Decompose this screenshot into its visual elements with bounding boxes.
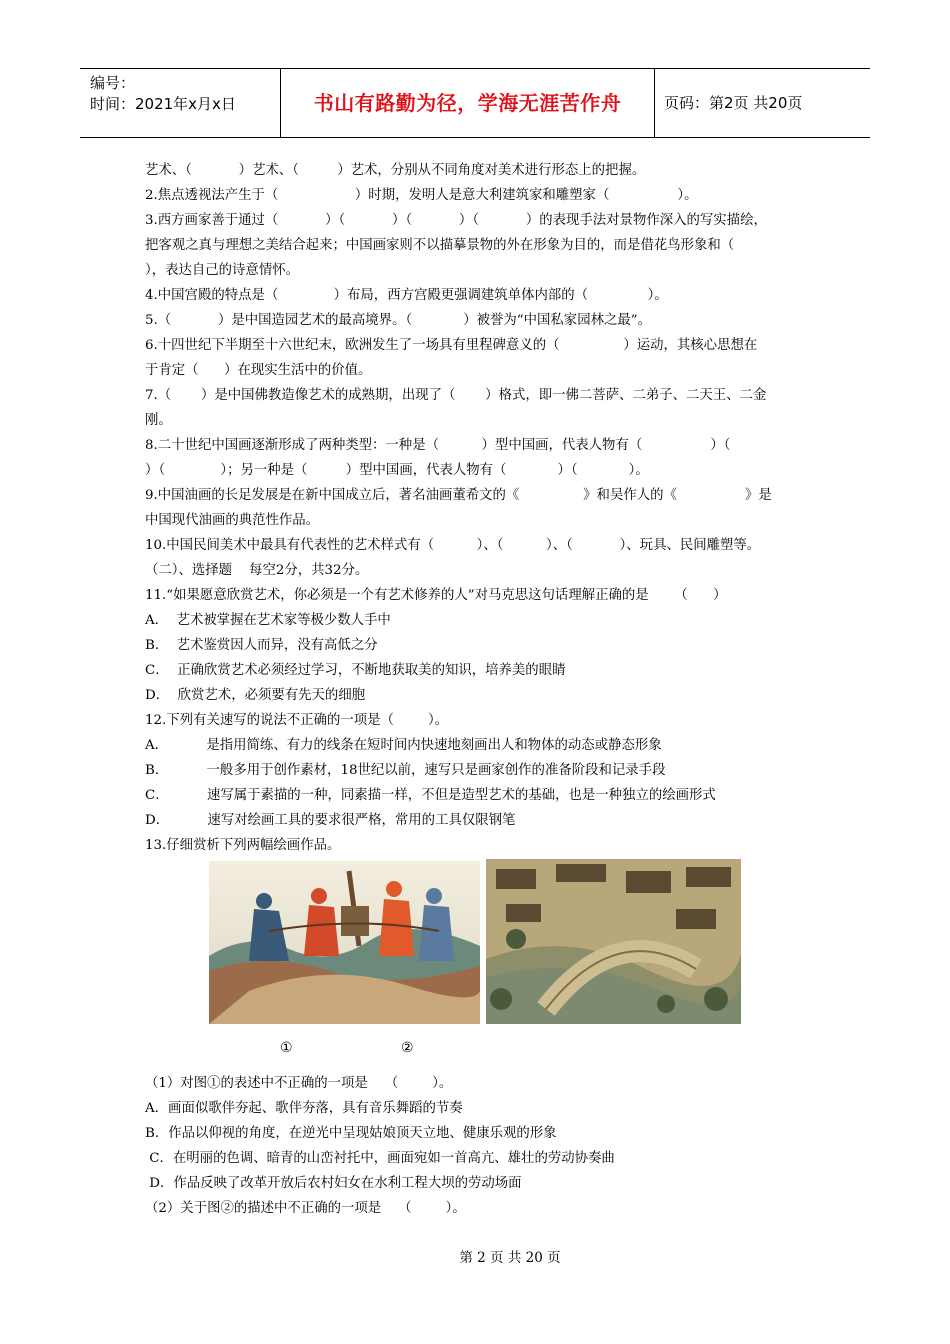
option-c: C． 速写属于素描的一种，同素描一样，不但是造型艺术的基础，也是一种独立的绘画形式 xyxy=(145,788,716,803)
question-13: 13.仔细赏析下列两幅绘画作品。 xyxy=(145,838,341,853)
text-line: 6.十四世纪下半期至十六世纪末，欧洲发生了一场具有里程碑意义的（ ）运动，其核心思想在 xyxy=(145,338,758,353)
text-line: 8.二十世纪中国画逐渐形成了两种类型：一种是（ ）型中国画，代表人物有（ ）（ xyxy=(145,438,731,453)
text-line: 于肯定（ ）在现实生活中的价值。 xyxy=(145,363,372,378)
page-header xyxy=(80,68,870,138)
question-body xyxy=(145,158,810,858)
motto: 书山有路勤为径，学海无涯苦作舟 xyxy=(313,91,622,115)
text-line: ），表达自己的诗意情怀。 xyxy=(145,263,299,278)
text-line: 7.（ ）是中国佛教造像艺术的成熟期，出现了（ ）格式，即一佛二菩萨、二弟子、二天王、二金 xyxy=(145,388,767,403)
time-label: 时间：2021年x月x日 xyxy=(90,95,236,113)
option-c: C． 正确欣赏艺术必须经过学习，不断地获取美的知识，培养美的眼睛 xyxy=(145,663,566,678)
caption-1: ① xyxy=(280,1040,293,1056)
question-13-body xyxy=(145,1071,810,1221)
text-line: 3.西方画家善于通过（ ）（ ）（ ）（ ）的表现手法对景物作深入的写实描绘， xyxy=(145,213,767,228)
text-line: 把客观之真与理想之美结合起来；中国画家则不以描摹景物的外在形象为目的，而是借花鸟形象和（ xyxy=(145,238,735,253)
page-info: 页码：第2页 共20页 xyxy=(664,94,803,112)
number-label: 编号： xyxy=(90,74,136,92)
option-b: B．作品以仰视的角度，在逆光中呈现姑娘顶天立地、健康乐观的形象 xyxy=(145,1126,557,1141)
option-b: B． 一般多用于创作素材，18世纪以前，速写只是画家创作的准备阶段和记录手段 xyxy=(145,763,666,778)
text-line: 9.中国油画的长足发展是在新中国成立后，著名油画董希文的《 》和吴作人的《 》是 xyxy=(145,488,772,503)
caption-2: ② xyxy=(401,1040,414,1056)
option-a: A． 艺术被掌握在艺术家等极少数人手中 xyxy=(145,613,391,628)
sub-question-2: （2）关于图②的描述中不正确的一项是 （ ）。 xyxy=(145,1201,466,1216)
header-page-cell xyxy=(654,69,870,137)
question-12: 12.下列有关速写的说法不正确的一项是（ ）。 xyxy=(145,713,449,728)
option-c: C．在明丽的色调、暗青的山峦衬托中，画面宛如一首高亢、雄壮的劳动协奏曲 xyxy=(145,1151,615,1166)
header-meta xyxy=(80,69,280,137)
painting-1-image xyxy=(209,861,480,1024)
option-d: D． 速写对绘画工具的要求很严格，常用的工具仅限钢笔 xyxy=(145,813,516,828)
option-d: D． 欣赏艺术，必须要有先天的细胞 xyxy=(145,688,366,703)
header-motto-cell xyxy=(280,69,655,137)
page-footer: 第 2 页 共 20 页 xyxy=(459,1250,561,1266)
text-line: 刚。 xyxy=(145,413,172,428)
text-line: ）（ ）；另一种是（ ）型中国画，代表人物有（ ）（ ）。 xyxy=(145,463,649,478)
painting-2-image xyxy=(486,859,741,1024)
text-line: 10.中国民间美术中最具有代表性的艺术样式有（ ）、（ ）、（ ）、玩具、民间雕塑等。 xyxy=(145,538,761,553)
text-line: 2.焦点透视法产生于（ ）时期，发明人是意大利建筑家和雕塑家（ ）。 xyxy=(145,188,698,203)
text-line: 4.中国宫殿的特点是（ ）布局，西方宫殿更强调建筑单体内部的（ ）。 xyxy=(145,288,668,303)
sub-question-1: （1）对图①的表述中不正确的一项是 （ ）。 xyxy=(145,1076,453,1091)
option-a: A． 是指用简练、有力的线条在短时间内快速地刻画出人和物体的动态或静态形象 xyxy=(145,738,662,753)
section-heading: （二）、选择题 每空2分，共32分。 xyxy=(145,563,369,578)
text-line: 中国现代油画的典范性作品。 xyxy=(145,513,320,528)
option-d: D．作品反映了改革开放后农村妇女在水利工程大坝的劳动场面 xyxy=(145,1176,522,1191)
option-b: B． 艺术鉴赏因人而异，没有高低之分 xyxy=(145,638,378,653)
question-11: 11.“如果愿意欣赏艺术，你必须是一个有艺术修养的人”对马克思这句话理解正确的是 （ ） xyxy=(145,588,727,603)
text-line: 艺术、（ ）艺术、（ ）艺术，分别从不同角度对美术进行形态上的把握。 xyxy=(145,163,646,178)
text-line: 5.（ ）是中国造园艺术的最高境界。（ ）被誉为“中国私家园林之最”。 xyxy=(145,313,651,328)
option-a: A．画面似歌伴夯起、歌伴夯落，具有音乐舞蹈的节奏 xyxy=(145,1101,463,1116)
